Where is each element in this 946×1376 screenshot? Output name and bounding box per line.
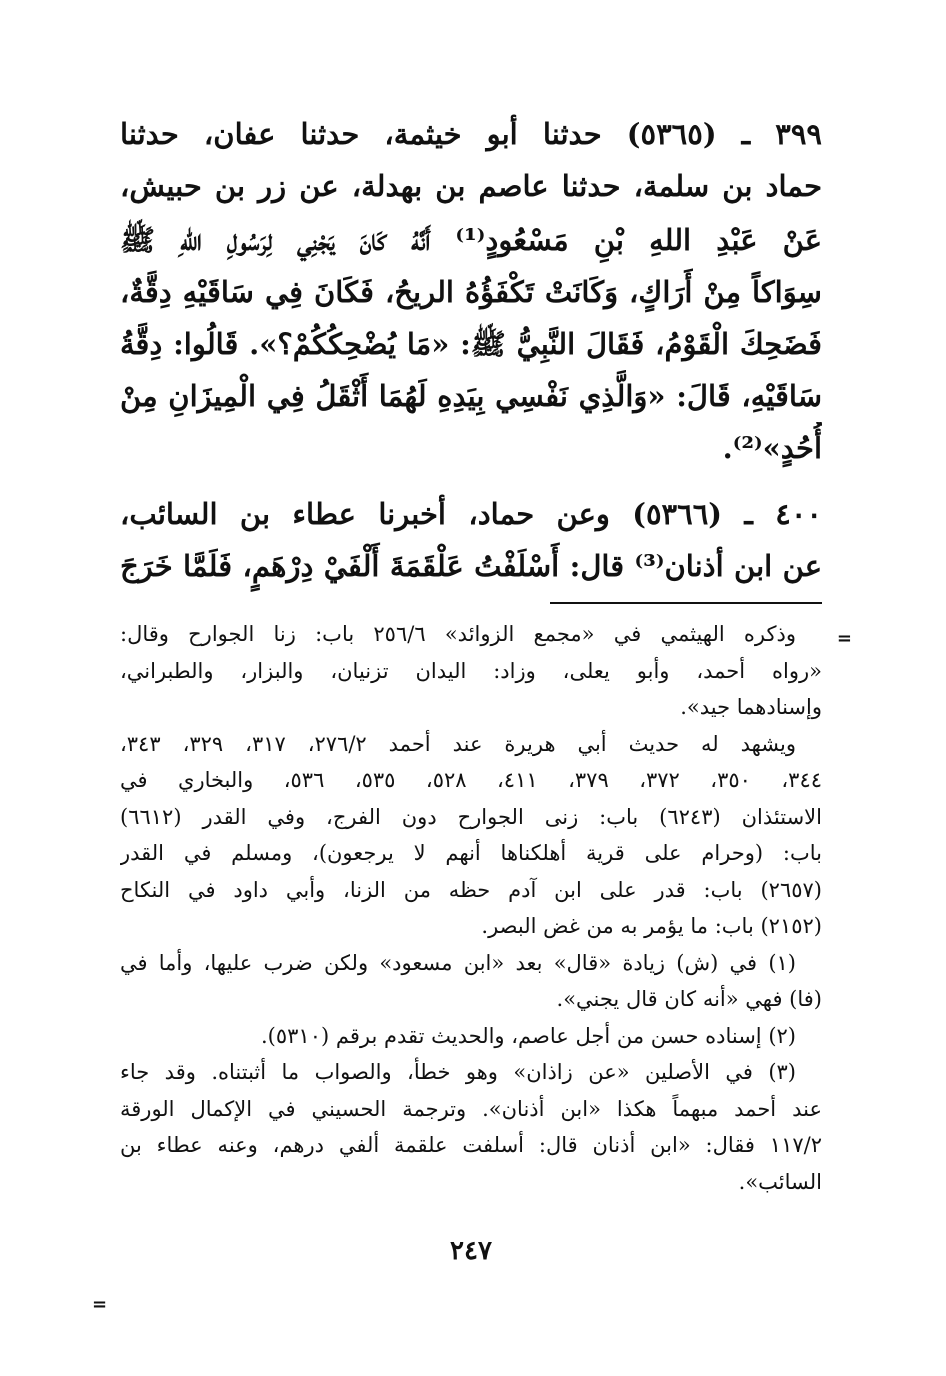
footnote-line: عند أحمد مبهماً هكذا «ابن أذنان». وترجمة الحسيني في الإكمال الورقة	[120, 1096, 822, 1121]
footnote-line: السائب».	[738, 1169, 822, 1194]
page-number: ٢٤٧	[450, 1236, 492, 1266]
footnote-line: (٢١٥٢) باب: ما يؤمر به من غض البصر.	[481, 914, 822, 938]
footnote-separator	[550, 602, 822, 604]
footnote-line: (٢) إسناده حسن من أجل عاصم، والحديث تقدم برقم (٥٣١٠).	[261, 1023, 796, 1048]
footnote-line: ويشهد له حديث أبي هريرة عند أحمد ٢٧٦/٢، ٣١٧، ٣٢٩، ٣٤٣،	[120, 731, 797, 756]
footnote-continues-mark: =	[92, 1294, 108, 1315]
footnote-line: الاستئذان (٦٢٤٣) باب: زنى الجوارح دون الفرج، وفي القدر (٦٦١٢)	[120, 804, 822, 829]
footnote-line: (١) في (ش) زيادة «قال» بعد «ابن مسعود» ولكن ضرب عليها، وأما في	[120, 950, 796, 975]
footnote-line: ٣٤٤، ٣٥٠، ٣٧٢، ٣٧٩، ٤١١، ٥٢٨، ٥٣٥، ٥٣٦، والبخاري في	[120, 768, 822, 792]
book-page	[92, 108, 852, 1376]
footnote-continued	[120, 616, 822, 726]
hadith-399-isnad-line-2: حماد بن سلمة، حدثنا عاصم بن بهدلة، عن زر بن حبيش،	[120, 169, 822, 203]
footnote-line: (فا) فهي «أنه كان قال يجني».	[556, 987, 822, 1011]
hadith-400	[120, 488, 822, 592]
footnote-3	[120, 1054, 822, 1200]
footnote-line: (٢٦٥٧) باب: قدر على ابن آدم حظه من الزنا، وأبي داود في النكاح	[120, 877, 822, 902]
footnote-line: وإسنادهما جيد».	[680, 695, 822, 719]
main-text	[120, 108, 822, 592]
footnote-line: «رواه أحمد، وأبو يعلى، وزاد: اليدان تزنيان، والبزار، والطبراني،	[120, 658, 822, 683]
hadith-399-matn-line-1: عَنْ عَبْدِ اللهِ بْنِ مَسْعُودٍ⁽¹⁾ أَنَّهُ كَانَ يَجْنِي لِرَسُولِ اللهِ ﷺ	[120, 223, 822, 257]
hadith-400-line-2: عن ابن أذنان⁽³⁾ قال: أَسْلَفْتُ عَلْقَمَةَ أَلْفَيْ دِرْهَمٍ، فَلَمَّا خَرَجَ	[120, 549, 822, 583]
footnote-line: باب: (وحرام على قرية أهلكناها أنهم لا يرجعون)، ومسلم في القدر	[120, 841, 822, 865]
footnote-line: ١١٧/٢ فقال: «ابن أذنان قال: أسلفت علقمة ألفي درهم، وعنه عطاء بن	[120, 1133, 822, 1157]
footnote-witness	[120, 726, 822, 945]
hadith-399-matn-line-5: أُحُدٍ»⁽²⁾.	[722, 431, 822, 465]
hadith-399-matn-line-2: سِوَاكاً مِنْ أَرَاكٍ، وَكَانَتْ تَكْفَؤُهُ الريحُ، فَكَانَ فِي سَاقَيْهِ دِقَّةٌ،	[120, 275, 822, 309]
footnote-line: (٣) في الأصلين «عن زاذان» وهو خطأ، والصواب ما أثبتناه. وقد جاء	[120, 1060, 796, 1084]
footnote-1	[120, 945, 822, 1018]
footnote-2	[120, 1018, 822, 1055]
hadith-399-matn-line-4: سَاقَيْهِ، قَالَ: «وَالَّذِي نَفْسِي بِيَدِهِ لَهُمَا أَثْقَلُ فِي الْمِيزَانِ مِنْ	[120, 379, 822, 413]
footnote-line: وذكره الهيثمي في «مجمع الزوائد» ٢٥٦/٦ باب: زنا الجوارح وقال:	[120, 622, 796, 646]
footnotes	[120, 616, 822, 1200]
hadith-399	[120, 108, 822, 474]
footnote-continuation-mark: =	[836, 628, 852, 649]
hadith-399-matn-line-3: فَضَحِكَ الْقَوْمُ، فَقَالَ النَّبِيُّ ﷺ: «مَا يُضْحِكُكُمْ؟». قَالُوا: دِقَّةُ	[120, 327, 822, 361]
hadith-400-line-1: ٤٠٠ ـ (٥٣٦٦) وعن حماد، أخبرنا عطاء بن السائب،	[120, 497, 822, 531]
hadith-399-isnad-line-1: ٣٩٩ ـ (٥٣٦٥) حدثنا أبو خيثمة، حدثنا عفان، حدثنا	[120, 117, 822, 151]
